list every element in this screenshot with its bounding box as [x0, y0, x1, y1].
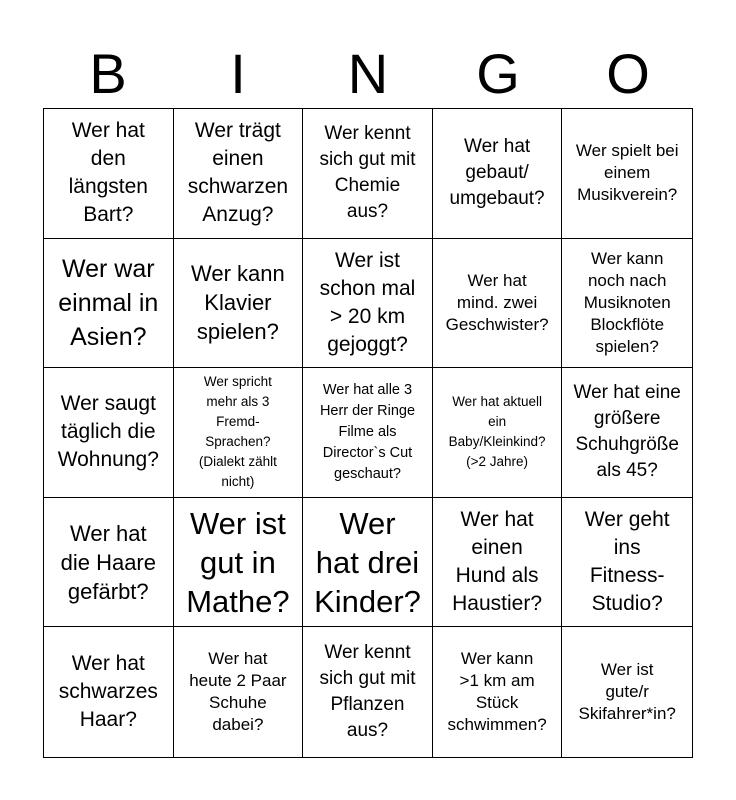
bingo-grid [43, 108, 693, 758]
cell-text: Wer kann noch nach Musiknoten Blockflöte spielen? [583, 248, 671, 356]
header-letter-g: G [476, 42, 520, 105]
cell-text: Wer ist gute/r Skifahrer*in? [578, 660, 676, 724]
bingo-cell[interactable] [44, 109, 174, 239]
cell-text: Wer kennt sich gut mit Chemie aus? [319, 123, 416, 223]
cell-text: Wer trägt einen schwarzen Anzug? [187, 119, 289, 227]
bingo-cell[interactable] [303, 109, 433, 239]
bingo-cell[interactable] [562, 368, 692, 498]
cell-text: Wer hat den längsten Bart? [68, 119, 148, 227]
bingo-cell[interactable] [433, 239, 563, 369]
bingo-cell[interactable] [562, 109, 692, 239]
bingo-cell[interactable] [562, 627, 692, 757]
cell-text: Wer war einmal in Asien? [58, 254, 159, 351]
bingo-cell[interactable] [562, 239, 692, 369]
bingo-cell[interactable] [174, 109, 304, 239]
header-letter-n: N [347, 42, 389, 105]
cell-text: Wer ist gut in Mathe? [186, 505, 290, 619]
bingo-cell[interactable] [44, 627, 174, 757]
bingo-cell[interactable] [303, 239, 433, 369]
cell-text: Wer geht ins Fitness- Studio? [584, 508, 670, 616]
cell-text: Wer hat mind. zwei Geschwister? [445, 270, 549, 334]
bingo-cell[interactable] [303, 368, 433, 498]
header-letter-b: B [89, 42, 127, 105]
bingo-cell[interactable] [174, 627, 304, 757]
bingo-cell[interactable] [433, 368, 563, 498]
bingo-cell[interactable] [303, 498, 433, 628]
cell-text: Wer spielt bei einem Musikverein? [575, 141, 679, 205]
bingo-cell[interactable] [433, 627, 563, 757]
bingo-cell[interactable] [44, 239, 174, 369]
bingo-cell[interactable] [44, 498, 174, 628]
bingo-cell[interactable] [44, 368, 174, 498]
bingo-cell[interactable] [562, 498, 692, 628]
cell-text: Wer hat die Haare gefärbt? [60, 520, 156, 604]
cell-text: Wer spricht mehr als 3 Fremd- Sprachen? (Dialekt zählt nicht) [198, 374, 277, 490]
cell-text: Wer hat gebaut/ umgebaut? [449, 136, 545, 210]
cell-text: Wer hat aktuell ein Baby/Kleinkind? (>2 Jahre) [448, 394, 546, 470]
bingo-cell[interactable] [174, 368, 304, 498]
bingo-cell[interactable] [433, 109, 563, 239]
bingo-header [43, 40, 693, 108]
header-letter-o: O [606, 42, 650, 105]
cell-text: Wer ist schon mal > 20 km gejoggt? [319, 248, 416, 356]
cell-text: Wer hat heute 2 Paar Schuhe dabei? [189, 649, 287, 735]
cell-text: Wer kennt sich gut mit Pflanzen aus? [319, 642, 416, 742]
bingo-cell[interactable] [174, 498, 304, 628]
cell-text: Wer saugt täglich die Wohnung? [57, 392, 159, 472]
cell-text: Wer kann Klavier spielen? [191, 261, 285, 345]
cell-text: Wer hat eine größere Schuhgröße als 45? [573, 382, 681, 482]
cell-text: Wer hat einen Hund als Haustier? [452, 508, 543, 616]
bingo-cell[interactable] [303, 627, 433, 757]
bingo-cell[interactable] [174, 239, 304, 369]
cell-text: Wer kann >1 km am Stück schwimmen? [447, 649, 547, 735]
bingo-cell[interactable] [433, 498, 563, 628]
cell-text: Wer hat drei Kinder? [314, 505, 421, 619]
cell-text: Wer hat alle 3 Herr der Ringe Filme als Director`s Cut geschaut? [319, 381, 416, 482]
header-letter-i: I [230, 42, 246, 105]
cell-text: Wer hat schwarzes Haar? [58, 652, 158, 732]
